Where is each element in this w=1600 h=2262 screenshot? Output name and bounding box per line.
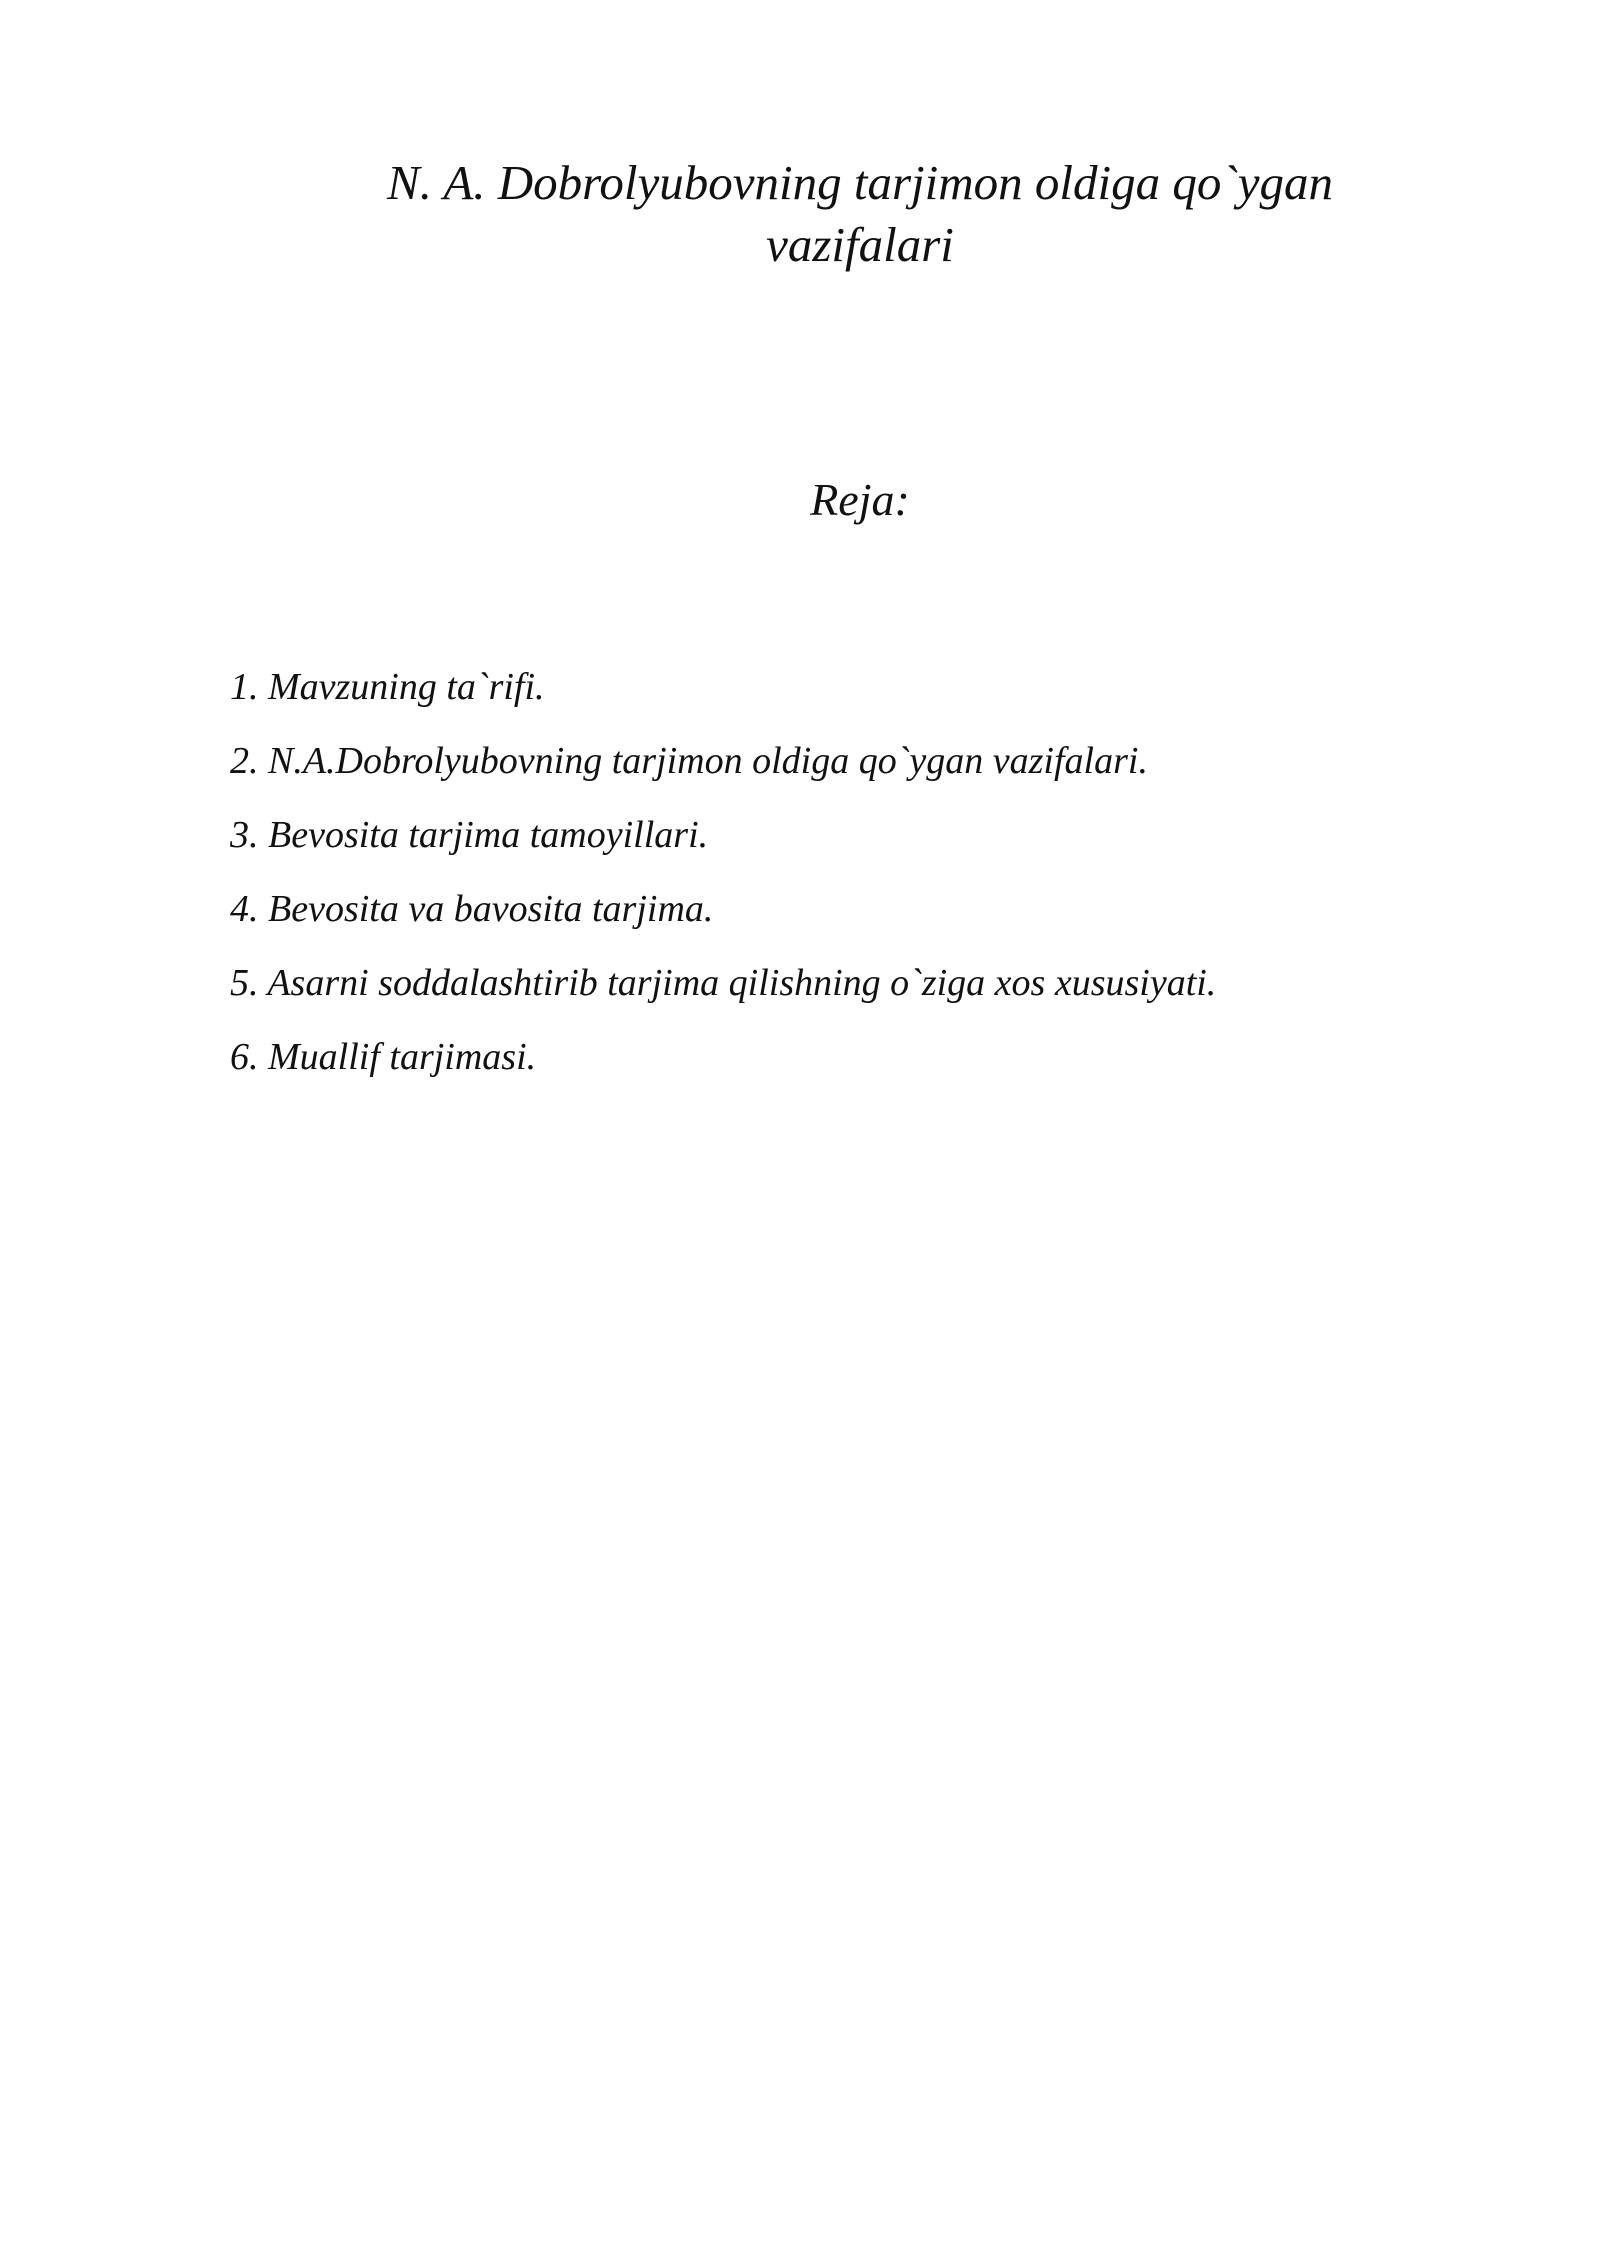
plan-item-4: 4. Bevosita va bavosita tarjima. — [230, 888, 714, 930]
document-title-line-1: N. A. Dobrolyubovning tarjimon oldiga qo`ygan — [387, 155, 1333, 210]
plan-item-6: 6. Muallif tarjimasi. — [230, 1036, 537, 1078]
plan-item-3: 3. Bevosita tarjima tamoyillari. — [230, 814, 709, 856]
plan-list — [230, 650, 1430, 1094]
plan-item-2: 2. N.A.Dobrolyubovning tarjimon oldiga qo`ygan vazifalari. — [230, 740, 1148, 782]
plan-item-5: 5. Asarni soddalashtirib tarjima qilishning o`ziga xos xususiyati. — [230, 962, 1217, 1004]
plan-heading: Reja: — [810, 474, 910, 525]
plan-item-1: 1. Mavzuning ta`rifi. — [230, 666, 545, 708]
document-title-line-2: vazifalari — [766, 217, 954, 272]
document-title — [320, 152, 1400, 276]
